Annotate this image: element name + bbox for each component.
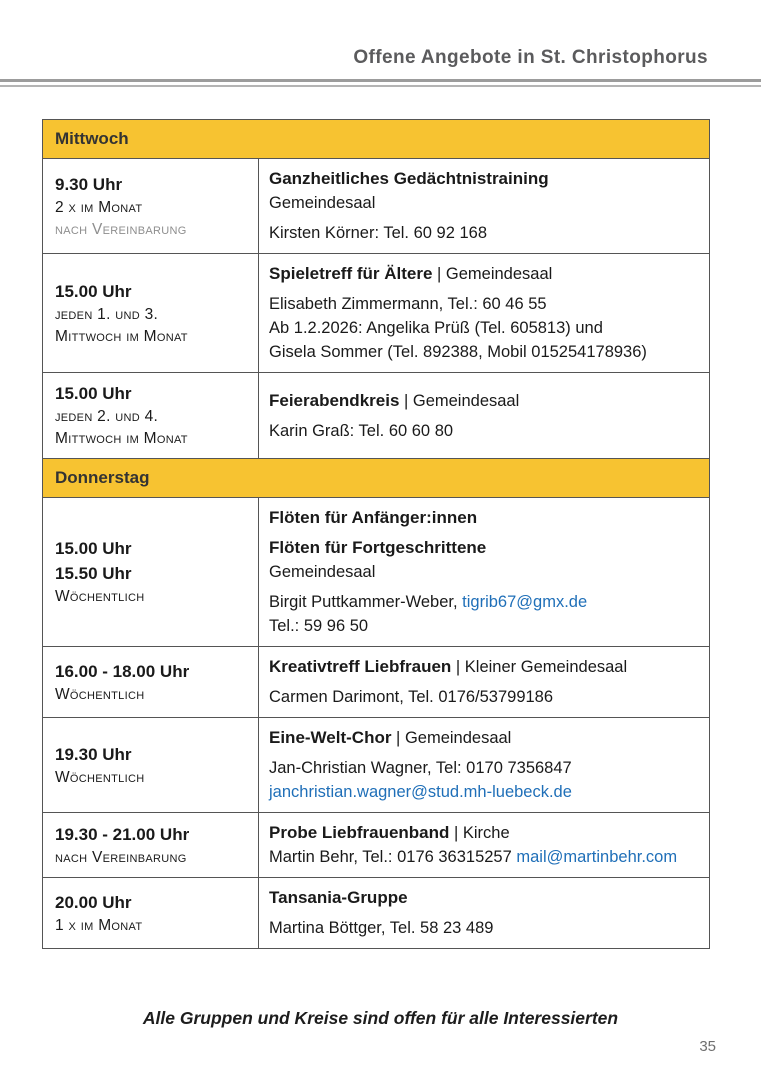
- detail-line: [269, 821, 697, 845]
- schedule-row: [43, 813, 709, 878]
- time-cell: [43, 878, 259, 948]
- detail-text: Tel.: 59 96 50: [269, 617, 369, 635]
- frequency-text: nach Vereinbarung: [55, 848, 187, 866]
- footer-note: Alle Gruppen und Kreise sind offen für alle Interessierten: [142, 1008, 619, 1028]
- detail-cell: [259, 878, 709, 948]
- detail-line: [269, 590, 697, 614]
- schedule-row: [43, 373, 709, 459]
- day-band-header: Donnerstag: [43, 459, 709, 498]
- frequency-text: jeden 1. und 3.: [55, 305, 159, 323]
- detail-line: [269, 845, 697, 869]
- detail-line: [269, 536, 697, 560]
- detail-line: [269, 685, 697, 709]
- detail-line: [269, 167, 697, 191]
- detail-line: [269, 655, 697, 679]
- detail-text: Gemeindesaal: [404, 729, 512, 747]
- detail-line: [269, 756, 697, 780]
- detail-line: [269, 292, 697, 316]
- detail-line: [269, 262, 697, 286]
- event-title: Eine-Welt-Chor: [269, 728, 392, 747]
- detail-text: Karin Graß: Tel. 60 60 80: [269, 421, 454, 440]
- schedule-row: [43, 254, 709, 373]
- email-link[interactable]: janchristian.wagner@stud.mh-luebeck.de: [269, 783, 572, 801]
- frequency-text: Wöchentlich: [55, 768, 145, 786]
- detail-line: [269, 780, 697, 804]
- time-cell: [43, 498, 259, 646]
- detail-text: |: [432, 265, 446, 283]
- time-text: 9.30 Uhr: [55, 174, 123, 194]
- detail-text: Gemeindesaal: [445, 265, 553, 283]
- header-divider-rule: [0, 79, 761, 87]
- detail-cell: [259, 498, 709, 646]
- schedule-row: [43, 718, 709, 813]
- event-title: Probe Liebfrauenband: [269, 823, 450, 842]
- detail-cell: [259, 813, 709, 877]
- detail-text: Kleiner Gemeindesaal: [464, 658, 628, 676]
- detail-line: [269, 614, 697, 638]
- event-title: Spieletreff für Ältere: [269, 264, 433, 283]
- email-link[interactable]: mail@martinbehr.com: [516, 848, 678, 866]
- detail-text: Jan-Christian Wagner, Tel: 0170 7356847: [269, 759, 572, 777]
- detail-line: [269, 726, 697, 750]
- detail-line: [269, 506, 697, 530]
- detail-line: [269, 191, 697, 215]
- event-title: Ganzheitliches Gedächtnistraining: [269, 169, 549, 188]
- detail-text: Carmen Darimont, Tel. 0176/53799186: [269, 688, 554, 706]
- time-cell: [43, 254, 259, 372]
- schedule-row: [43, 647, 709, 718]
- frequency-text: Wöchentlich: [55, 588, 145, 605]
- time-cell: [43, 813, 259, 877]
- detail-text: Martina Böttger, Tel. 58 23 489: [269, 919, 494, 937]
- detail-text: |: [451, 658, 465, 676]
- schedule-row: [43, 878, 709, 948]
- detail-line: [269, 221, 697, 245]
- page-number: 35: [699, 1038, 716, 1055]
- email-link[interactable]: tigrib67@gmx.de: [462, 593, 588, 611]
- detail-line: [269, 916, 697, 940]
- time-text: 20.00 Uhr: [55, 892, 132, 912]
- time-text: 15.00 Uhr: [55, 539, 132, 558]
- detail-cell: [259, 373, 709, 458]
- time-cell: [43, 718, 259, 812]
- detail-text: |: [391, 729, 405, 747]
- schedule-table: [42, 119, 710, 949]
- detail-text: Kirche: [462, 824, 510, 842]
- frequency-text: Mittwoch im Monat: [55, 327, 188, 345]
- event-title: Flöten für Anfänger:innen: [269, 508, 478, 527]
- detail-text: |: [449, 824, 463, 842]
- detail-line: [269, 886, 697, 910]
- schedule-row: [43, 159, 709, 254]
- detail-line: [269, 560, 697, 584]
- detail-cell: [259, 159, 709, 253]
- detail-line: [269, 316, 697, 340]
- event-title: Feierabendkreis: [269, 390, 400, 410]
- detail-cell: [259, 254, 709, 372]
- time-text: 15.00 Uhr: [55, 281, 132, 301]
- detail-text: Gisela Sommer (Tel. 892388, Mobil 015254178936): [269, 343, 647, 361]
- time-text: 16.00 - 18.00 Uhr: [55, 661, 190, 681]
- frequency-text: 1 x im Monat: [55, 916, 143, 934]
- detail-line: [269, 340, 697, 364]
- frequency-text: jeden 2. und 4.: [55, 408, 159, 425]
- frequency-text: Wöchentlich: [55, 685, 145, 703]
- page-title: Offene Angebote in St. Christophorus: [353, 47, 708, 68]
- detail-line: [269, 419, 697, 443]
- time-text: 19.30 Uhr: [55, 744, 132, 764]
- time-cell: [43, 647, 259, 717]
- detail-text: |: [399, 391, 413, 410]
- day-band-header: Mittwoch: [43, 120, 709, 159]
- schedule-row: [43, 498, 709, 647]
- frequency-text: nach Vereinbarung: [55, 220, 187, 238]
- event-title: Flöten für Fortgeschrittene: [269, 538, 487, 557]
- detail-text: Gemeindesaal: [269, 194, 376, 212]
- detail-text: Birgit Puttkammer-Weber,: [269, 593, 463, 611]
- event-title: Kreativtreff Liebfrauen: [269, 657, 452, 676]
- time-cell: [43, 159, 259, 253]
- time-text: 15.00 Uhr: [55, 384, 132, 403]
- event-title: Tansania-Gruppe: [269, 888, 408, 907]
- detail-text: Martin Behr, Tel.: 0176 36315257: [269, 848, 517, 866]
- detail-text: Elisabeth Zimmermann, Tel.: 60 46 55: [269, 295, 547, 313]
- detail-text: Ab 1.2.2026: Angelika Prüß (Tel. 605813) und: [269, 319, 603, 337]
- detail-cell: [259, 647, 709, 717]
- time-text: 15.50 Uhr: [55, 564, 132, 583]
- time-cell: [43, 373, 259, 458]
- time-text: 19.30 - 21.00 Uhr: [55, 824, 190, 844]
- detail-text: Gemeindesaal: [412, 391, 520, 410]
- detail-text: Kirsten Körner: Tel. 60 92 168: [269, 224, 487, 242]
- frequency-text: 2 x im Monat: [55, 198, 143, 216]
- frequency-text: Mittwoch im Monat: [55, 430, 188, 447]
- detail-line: [269, 389, 697, 413]
- detail-text: Gemeindesaal: [269, 563, 376, 581]
- detail-cell: [259, 718, 709, 812]
